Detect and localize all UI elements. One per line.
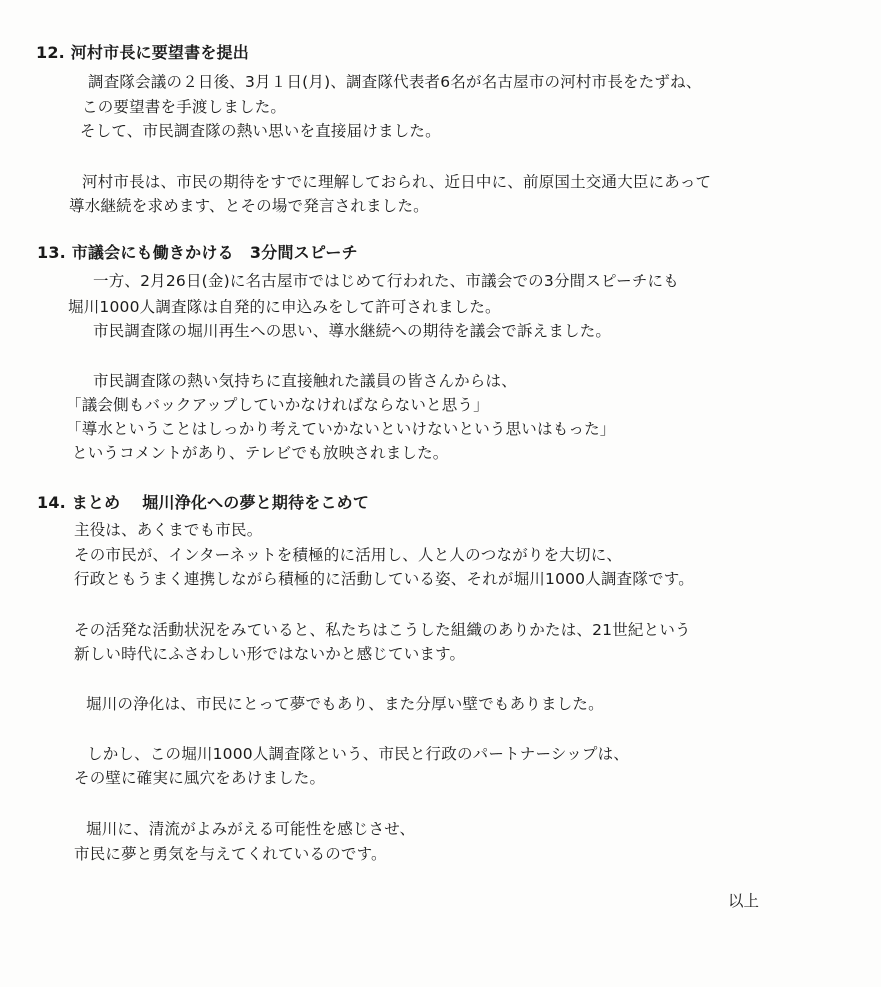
section-14-line-10: 市民に夢と勇気を与えてくれているのです。 [74,845,387,863]
section-14-line-3: 行政ともうまく連携しながら積極的に活動している姿、それが堀川1000人調査隊です。 [74,570,694,588]
section-14-line-4: その活発な活動状況をみていると、私たちはこうした組織のありかたは、21世紀という [74,621,691,639]
section-14-line-1: 主役は、あくまでも市民。 [74,521,263,539]
section-12-line-2: この要望書を手渡しました。 [82,98,287,116]
section-14-line-9: 堀川に、清流がよみがえる可能性を感じさせ、 [86,820,416,838]
section-14-line-5: 新しい時代にふさわしい形ではないかと感じています。 [74,645,466,663]
section-13-line-3: 市民調査隊の堀川再生への思い、導水継続への期待を議会で訴えました。 [93,322,612,340]
section-14-line-6: 堀川の浄化は、市民にとって夢でもあり、また分厚い壁でもありました。 [86,695,604,713]
section-12-line-4: 河村市長は、市民の期待をすでに理解しておられ、近日中に、前原国土交通大臣にあって [82,173,712,191]
section-13-heading: 13. 市議会にも働きかける 3分間スピーチ [37,243,358,262]
section-13-line-6: 「導水ということはしっかり考えていかないといけないという思いはもった」 [66,420,616,438]
section-12-line-3: そして、市民調査隊の熱い思いを直接届けました。 [80,122,441,140]
section-14-line-8: その壁に確実に風穴をあけました。 [74,769,326,787]
closing-mark: 以上 [728,892,760,910]
section-13-line-4: 市民調査隊の熱い気持ちに直接触れた議員の皆さんからは、 [93,372,517,390]
section-12-line-5: 導水継続を求めます、とその場で発言されました。 [69,197,429,215]
section-12-line-1: 調査隊会議の２日後、3月１日(月)、調査隊代表者6名が名古屋市の河村市長をたずね、 [88,73,702,91]
section-13-line-5: 「議会側もバックアップしていかなければならないと思う」 [66,396,489,414]
section-14-line-7: しかし、この堀川1000人調査隊という、市民と行政のパートナーシップは、 [87,745,630,763]
section-13-line-1: 一方、2月26日(金)に名古屋市ではじめて行われた、市議会での3分間スピーチにも [93,272,679,290]
section-14-line-2: その市民が、インターネットを積極的に活用し、人と人のつながりを大切に、 [74,546,623,564]
section-14-heading: 14. まとめ 堀川浄化への夢と期待をこめて [37,493,370,512]
section-13-line-7: というコメントがあり、テレビでも放映されました。 [72,444,449,462]
section-12-heading: 12. 河村市長に要望書を提出 [36,43,249,62]
section-13-line-2: 堀川1000人調査隊は自発的に申込みをして許可されました。 [68,298,501,316]
